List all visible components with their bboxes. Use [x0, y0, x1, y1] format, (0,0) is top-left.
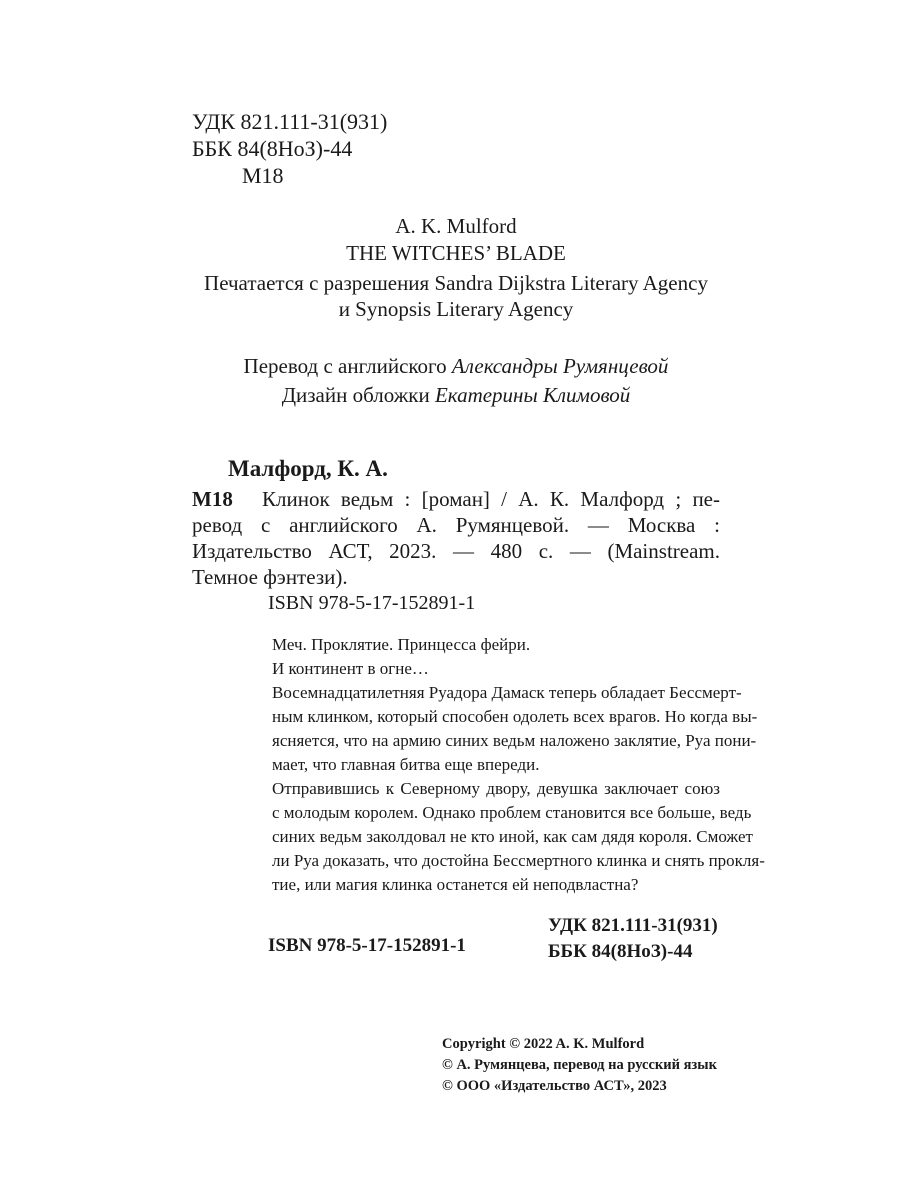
- annotation-line: Восемнадцатилетняя Руадора Дамаск теперь обладает Бессмерт-: [272, 683, 742, 702]
- biblio-heading: Малфорд, К. А.: [228, 456, 388, 481]
- permission-line-1: Печатается с разрешения Sandra Dijkstra Literary Agency: [204, 271, 708, 295]
- biblio-code: М18: [192, 487, 233, 511]
- translator-name: Александры Румянцевой: [451, 354, 669, 378]
- original-title: THE WITCHES’ BLADE: [346, 241, 566, 265]
- footer-udk: УДК 821.111-31(931): [548, 915, 718, 936]
- annotation-line: ным клинком, который способен одолеть всех врагов. Но когда вы-: [272, 707, 758, 726]
- annotation-line: синих ведьм заколдовал не кто иной, как сам дядя короля. Сможет: [272, 827, 753, 846]
- annotation-line: мает, что главная битва еще впереди.: [272, 755, 540, 774]
- design-credit: [192, 382, 720, 409]
- translation-credit: [192, 353, 720, 380]
- translation-label: Перевод с английского: [243, 354, 447, 378]
- annotation-line: И континент в огне…: [272, 659, 429, 678]
- author-sign-code: М18: [242, 163, 284, 188]
- permission-line-2: и Synopsis Literary Agency: [338, 297, 574, 321]
- copyright-line-2: © А. Румянцева, перевод на русский язык: [442, 1057, 717, 1073]
- annotation-line: ясняется, что на армию синих ведьм наложено заклятие, Руа пони-: [272, 731, 757, 750]
- biblio-line-text: Клинок ведьм : [роман] / А. К. Малфорд ; пе-: [262, 487, 720, 511]
- designer-name: Екатерины Климовой: [434, 383, 631, 407]
- annotation-line: ли Руа доказать, что достойна Бессмертного клинка и снять прокля-: [272, 851, 765, 870]
- copyright-line-1: Copyright © 2022 A. K. Mulford: [442, 1036, 645, 1052]
- udk-code: УДК 821.111-31(931): [192, 109, 388, 134]
- biblio-record: [192, 486, 720, 590]
- biblio-line-1: [192, 486, 720, 512]
- biblio-isbn: ISBN 978-5-17-152891-1: [268, 592, 476, 614]
- design-label: Дизайн обложки: [281, 383, 430, 407]
- footer-bbk: ББК 84(8НоЗ)-44: [548, 941, 693, 962]
- footer-isbn: ISBN 978-5-17-152891-1: [268, 935, 466, 956]
- annotation-line: с молодым королем. Однако проблем становится все больше, ведь: [272, 803, 752, 822]
- annotation-line: Отправившись к Северному двору, девушка заключает союз: [272, 779, 720, 798]
- bbk-code: ББК 84(8НоЗ)-44: [192, 136, 353, 161]
- annotation-line: Меч. Проклятие. Принцесса фейри.: [272, 635, 531, 654]
- biblio-line-3: Издательство АСТ, 2023. — 480 с. — (Mainstream.: [192, 539, 720, 563]
- copyright-line-3: © ООО «Издательство АСТ», 2023: [442, 1078, 667, 1094]
- biblio-line-2: ревод с английского А. Румянцевой. — Москва :: [192, 513, 720, 537]
- annotation: [272, 633, 765, 897]
- original-author: A. K. Mulford: [395, 214, 517, 238]
- annotation-line: тие, или магия клинка останется ей неподвластна?: [272, 875, 639, 894]
- biblio-line-4: Темное фэнтези).: [192, 565, 348, 589]
